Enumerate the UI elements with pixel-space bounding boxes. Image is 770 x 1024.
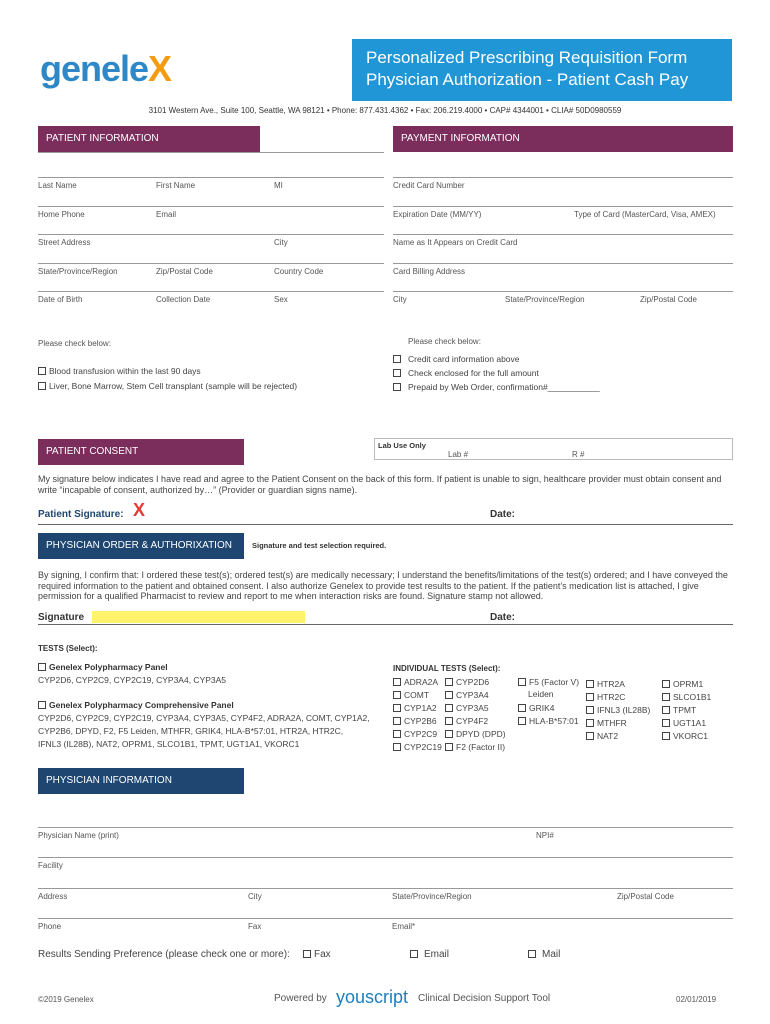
test-option[interactable]: DPYD (DPD) — [445, 729, 506, 739]
field-line — [38, 234, 384, 235]
payment-check-prompt: Please check below: — [408, 337, 481, 346]
test-option[interactable]: MTHFR — [586, 718, 627, 728]
checkbox[interactable] — [528, 950, 536, 958]
patient-signature-field[interactable] — [150, 511, 370, 523]
field-line — [38, 827, 733, 828]
test-option[interactable]: F2 (Factor II) — [445, 742, 505, 752]
checkbox[interactable] — [586, 680, 594, 688]
test-option[interactable]: OPRM1 — [662, 679, 703, 689]
patient-info-header: PATIENT INFORMATION — [38, 126, 260, 152]
payment-info-header: PAYMENT INFORMATION — [393, 126, 733, 152]
field-line — [38, 206, 384, 207]
checkbox[interactable] — [662, 680, 670, 688]
checkbox[interactable] — [586, 706, 594, 714]
test-option-continued: Leiden — [528, 689, 554, 699]
genelex-logo: geneleX — [40, 48, 172, 89]
test-option[interactable]: HTR2C — [586, 692, 625, 702]
form-version-date: 02/01/2019 — [676, 995, 717, 1004]
billing-zip-label: Zip/Postal Code — [640, 295, 697, 304]
comprehensive-panel-option[interactable]: Genelex Polypharmacy Comprehensive Panel — [38, 700, 234, 710]
checkbox[interactable] — [662, 693, 670, 701]
individual-tests-title: INDIVIDUAL TESTS (Select): — [393, 664, 501, 673]
test-option[interactable]: UGT1A1 — [662, 718, 706, 728]
billing-address-label: Card Billing Address — [393, 267, 466, 276]
tests-title: TESTS (Select): — [38, 644, 98, 653]
physician-address-label: Address — [38, 892, 68, 901]
comprehensive-panel-genes-1: CYP2D6, CYP2C9, CYP2C19, CYP3A4, CYP3A5, CYP4F2, ADRA2A, COMT, CYP1A2, — [38, 713, 370, 723]
billing-city-label: City — [393, 295, 407, 304]
field-line — [393, 177, 733, 178]
checkbox[interactable] — [586, 732, 594, 740]
signature-line — [38, 524, 733, 525]
field-line — [38, 291, 384, 292]
checkbox[interactable] — [38, 701, 46, 709]
physician-state-label: State/Province/Region — [392, 892, 472, 901]
pref-mail-option[interactable]: Mail — [528, 949, 560, 960]
email-label: Email — [156, 210, 177, 219]
test-option[interactable]: CYP3A5 — [445, 703, 489, 713]
checkbox[interactable] — [393, 717, 401, 725]
transplant-option[interactable]: Liver, Bone Marrow, Stem Cell transplant (sample will be rejected) — [38, 381, 297, 391]
checkbox[interactable] — [586, 719, 594, 727]
name-on-card-label: Name as It Appears on Credit Card — [393, 238, 518, 247]
field-line — [38, 263, 384, 264]
checkbox[interactable] — [445, 704, 453, 712]
test-option[interactable]: CYP1A2 — [393, 703, 437, 713]
zip-label: Zip/Postal Code — [156, 267, 213, 276]
lab-use-label: Lab Use Only — [378, 441, 426, 450]
checkbox[interactable] — [393, 678, 401, 686]
npi-label: NPI# — [536, 831, 554, 840]
checkbox[interactable] — [445, 691, 453, 699]
results-preference-label: Results Sending Preference (please check one or more): — [38, 949, 290, 960]
country-code-label: Country Code — [274, 267, 324, 276]
field-line — [38, 888, 733, 889]
polypharmacy-panel-option[interactable]: Genelex Polypharmacy Panel — [38, 662, 168, 672]
checkbox[interactable] — [38, 367, 46, 375]
test-option[interactable]: VKORC1 — [662, 731, 708, 741]
physician-email-label: Email* — [392, 922, 416, 931]
test-option[interactable]: COMT — [393, 690, 429, 700]
checkbox[interactable] — [662, 719, 670, 727]
physician-city-label: City — [248, 892, 262, 901]
pref-fax-option[interactable]: Fax — [303, 949, 331, 960]
city-label: City — [274, 238, 288, 247]
form-title-line1: Personalized Prescribing Requisition Form — [366, 48, 688, 67]
checkbox[interactable] — [38, 663, 46, 671]
test-option[interactable]: CYP2C19 — [393, 742, 442, 752]
sex-label: Sex — [274, 295, 288, 304]
powered-by-label: Powered by — [274, 993, 327, 1004]
home-phone-label: Home Phone — [38, 210, 85, 219]
test-option[interactable]: CYP2C9 — [393, 729, 437, 739]
cc-number-label: Credit Card Number — [393, 181, 465, 190]
checkbox[interactable] — [662, 732, 670, 740]
checkbox[interactable] — [393, 691, 401, 699]
card-type-label: Type of Card (MasterCard, Visa, AMEX) — [574, 210, 716, 219]
physician-name-label: Physician Name (print) — [38, 831, 119, 840]
comprehensive-panel-genes-3: IFNL3 (IL28B), NAT2, OPRM1, SLCO1B1, TPMT, UGT1A1, VKORC1 — [38, 739, 300, 749]
checkbox[interactable] — [518, 717, 526, 725]
field-line — [393, 291, 733, 292]
form-title-line2: Physician Authorization - Patient Cash Pay — [366, 70, 689, 89]
physician-fax-label: Fax — [248, 922, 262, 931]
checkbox[interactable] — [662, 706, 670, 714]
physician-date-field[interactable] — [522, 612, 722, 624]
checkbox[interactable] — [393, 355, 401, 363]
test-option[interactable]: CYP3A4 — [445, 690, 489, 700]
physician-date-label: Date: — [490, 612, 516, 623]
checkbox[interactable] — [445, 678, 453, 686]
billing-state-label: State/Province/Region — [505, 295, 585, 304]
polypharmacy-panel-genes: CYP2D6, CYP2C9, CYP2C19, CYP3A4, CYP3A5 — [38, 675, 227, 685]
pref-email-option[interactable]: Email — [410, 949, 449, 960]
test-option[interactable]: TPMT — [662, 705, 696, 715]
physician-info-header: PHYSICIAN INFORMATION — [38, 768, 244, 794]
dob-label: Date of Birth — [38, 295, 83, 304]
checkbox[interactable] — [393, 743, 401, 751]
physician-order-text: By signing, I confirm that: I ordered these test(s); ordered test(s) are medically necessary; I understand the benefits/limitations of the test(s) ordered; and I have conveyed the required information to the patient and obtained consent. I also authorize Genelex to provide test results to the patient. If the patient’s medication list is attached, I give permission for a qualified Pharmacist to review and report to me when interaction risks are found. Signature stamp not allowed. — [38, 570, 728, 601]
consent-text: My signature below indicates I have read and agree to the Patient Consent on the back of this form. If patient is unable to sign, healthcare provider must obtain consent and write “incapable of consent, authorized by…” (Provider or guardian signs name). — [38, 474, 722, 495]
test-option[interactable]: F5 (Factor V) — [518, 677, 579, 687]
mi-label: MI — [274, 181, 283, 190]
checkbox[interactable] — [38, 382, 46, 390]
lab-use-box — [374, 438, 733, 460]
copyright: ©2019 Genelex — [38, 995, 94, 1004]
physician-zip-label: Zip/Postal Code — [617, 892, 674, 901]
checkbox[interactable] — [518, 704, 526, 712]
patient-signature-label: Patient Signature: — [38, 509, 124, 520]
field-line — [38, 918, 733, 919]
patient-consent-header: PATIENT CONSENT — [38, 439, 244, 465]
checkbox[interactable] — [393, 730, 401, 738]
footer-tagline: Clinical Decision Support Tool — [418, 993, 551, 1004]
test-option[interactable]: ADRA2A — [393, 677, 438, 687]
field-line — [393, 263, 733, 264]
lab-number-label: Lab # — [448, 450, 469, 459]
checkbox[interactable] — [518, 678, 526, 686]
physician-order-header: PHYSICIAN ORDER & AUTHORIXATION — [38, 533, 244, 559]
first-name-label: First Name — [156, 181, 196, 190]
form-title-box — [352, 39, 732, 101]
patient-check-prompt: Please check below: — [38, 339, 111, 348]
patient-date-field[interactable] — [522, 511, 722, 523]
test-option[interactable]: HLA-B*57:01 — [518, 716, 579, 726]
test-option[interactable]: IFNL3 (IL28B) — [586, 705, 650, 715]
physician-phone-label: Phone — [38, 922, 62, 931]
comprehensive-panel-genes-2: CYP2B6, DPYD, F2, F5 Leiden, MTHFR, GRIK4, HLA-B*57:01, HTR2A, HTR2C, — [38, 726, 344, 736]
test-option[interactable]: GRIK4 — [518, 703, 555, 713]
checkbox[interactable] — [445, 730, 453, 738]
test-option[interactable]: NAT2 — [586, 731, 618, 741]
check-enclosed-option[interactable]: Check enclosed for the full amount — [393, 368, 539, 378]
signature-x-marker: X — [133, 500, 146, 520]
checkbox[interactable] — [410, 950, 418, 958]
company-address: 3101 Western Ave., Suite 100, Seattle, WA 98121 • Phone: 877.431.4362 • Fax: 206.219.4000 • CAP# 4344001 • CLIA# 50D0980559 — [148, 106, 622, 115]
checkbox[interactable] — [445, 743, 453, 751]
physician-signature-label: Signature — [38, 612, 85, 623]
field-line — [393, 234, 733, 235]
signature-required-note: Signature and test selection required. — [252, 541, 387, 550]
test-option[interactable]: SLCO1B1 — [662, 692, 711, 702]
signature-line — [38, 624, 733, 625]
physician-signature-field[interactable] — [92, 611, 305, 623]
test-option[interactable]: CYP4F2 — [445, 716, 488, 726]
street-address-label: Street Address — [38, 238, 91, 247]
blood-transfusion-option[interactable]: Blood transfusion within the last 90 days — [38, 366, 201, 376]
field-line — [393, 206, 733, 207]
youscript-logo: youscript — [336, 987, 409, 1007]
facility-label: Facility — [38, 861, 63, 870]
patient-date-label: Date: — [490, 509, 516, 520]
collection-date-label: Collection Date — [156, 295, 211, 304]
checkbox[interactable] — [393, 704, 401, 712]
state-label: State/Province/Region — [38, 267, 118, 276]
expiration-label: Expiration Date (MM/YY) — [393, 210, 482, 219]
test-option[interactable]: CYP2D6 — [445, 677, 489, 687]
field-line — [38, 857, 733, 858]
checkbox[interactable] — [586, 693, 594, 701]
r-number-label: R # — [572, 450, 585, 459]
checkbox[interactable] — [445, 717, 453, 725]
test-option[interactable]: CYP2B6 — [393, 716, 437, 726]
last-name-label: Last Name — [38, 181, 77, 190]
credit-card-option[interactable]: Credit card information above — [393, 354, 520, 364]
checkbox[interactable] — [393, 369, 401, 377]
test-option[interactable]: HTR2A — [586, 679, 625, 689]
divider — [38, 152, 384, 153]
checkbox[interactable] — [303, 950, 311, 958]
field-line — [38, 177, 384, 178]
checkbox[interactable] — [393, 383, 401, 391]
prepaid-option[interactable]: Prepaid by Web Order, confirmation#___________ — [393, 382, 600, 392]
